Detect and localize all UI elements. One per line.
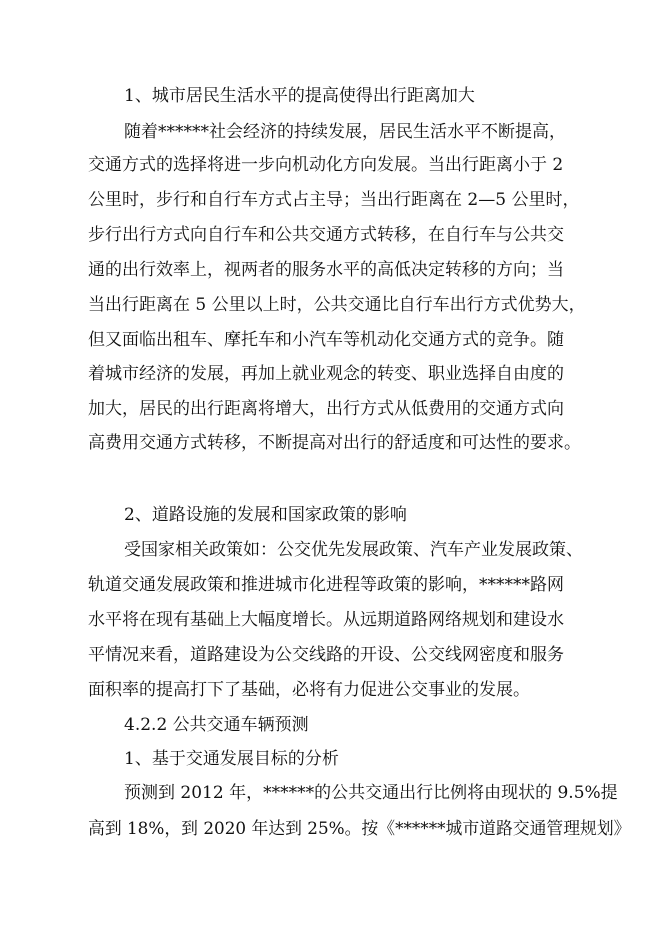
- paragraph-line: 随着******社会经济的持续发展，居民生活水平不断提高，: [124, 122, 566, 142]
- paragraph-line: 受国家相关政策如：公交优先发展政策、汽车产业发展政策、: [124, 540, 583, 560]
- paragraph-line: 当出行距离在 5 公里以上时，公共交通比自行车出行方式优势大，: [88, 295, 586, 315]
- paragraph-line: 高费用交通方式转移，不断提高对出行的舒适度和可达性的要求。: [88, 433, 581, 453]
- paragraph-line: 加大，居民的出行距离将增大，出行方式从低费用的交通方式向: [88, 399, 564, 419]
- paragraph-line: 预测到 2012 年，******的公共交通出行比例将由现状的 9.5%提: [124, 783, 618, 803]
- paragraph-line: 通的出行效率上，视两者的服务水平的高低决定转移的方向；当: [88, 260, 564, 280]
- paragraph-line: 轨道交通发展政策和推进城市化进程等政策的影响，******路网: [88, 575, 564, 595]
- paragraph-line: 步行出行方式向自行车和公共交通方式转移，在自行车与公共交: [88, 225, 564, 245]
- paragraph-line: 平情况来看，道路建设为公交线路的开设、公交线网密度和服务: [88, 645, 564, 665]
- paragraph-line: 着城市经济的发展，再加上就业观念的转变、职业选择自由度的: [88, 364, 564, 384]
- section-heading: 1、基于交通发展目标的分析: [124, 749, 339, 769]
- subsection-heading: 4.2.2 公共交通车辆预测: [124, 715, 309, 735]
- section-1-heading: 1、城市居民生活水平的提高使得出行距离加大: [124, 86, 475, 106]
- paragraph-line: 公里时，步行和自行车方式占主导；当出行距离在 2—5 公里时，: [88, 190, 580, 210]
- paragraph-line: 但又面临出租车、摩托车和小汽车等机动化交通方式的竞争。随: [88, 330, 564, 350]
- paragraph-line: 高到 18%，到 2020 年达到 25%。按《******城市道路交通管理规划》: [88, 819, 631, 839]
- paragraph-line: 交通方式的选择将进一步向机动化方向发展。当出行距离小于 2: [88, 155, 564, 175]
- paragraph-line: 水平将在现有基础上大幅度增长。从远期道路网络规划和建设水: [88, 610, 564, 630]
- section-2-heading: 2、道路设施的发展和国家政策的影响: [124, 505, 407, 525]
- paragraph-line: 面积率的提高打下了基础，必将有力促进公交事业的发展。: [88, 680, 530, 700]
